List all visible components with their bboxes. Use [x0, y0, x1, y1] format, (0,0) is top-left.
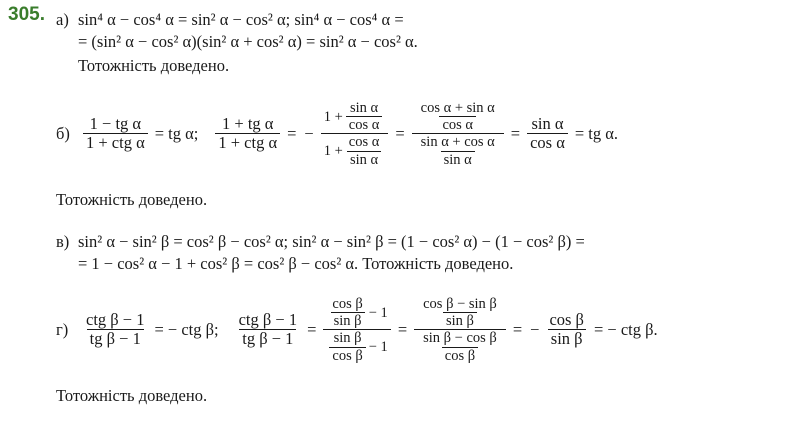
- part-b-chain: [56, 100, 796, 168]
- part-d-eq-2: =: [307, 319, 317, 339]
- exercise-number: 305.: [8, 4, 45, 25]
- part-d-f3-num-suffix: − 1: [368, 304, 388, 321]
- part-b-conclusion-row: [56, 190, 796, 210]
- part-d-f3-num-inner-fraction: [329, 296, 365, 329]
- part-d-eq-5: = − ctg β.: [593, 319, 658, 339]
- part-b-f4-num-inner-num: cos α + sin α: [420, 100, 495, 116]
- part-b-fraction-4: [412, 100, 504, 168]
- part-b-minus-sign: −: [304, 123, 314, 143]
- part-d-f5-denominator: sin β: [548, 329, 586, 348]
- part-d-f1-numerator: ctg β − 1: [86, 309, 145, 329]
- gap-1: [56, 78, 796, 100]
- part-b-f3-num-inner-fraction: [346, 100, 383, 133]
- part-b-f4-numerator: [412, 100, 504, 133]
- part-b-f3-num-prefix: 1 +: [323, 108, 343, 125]
- part-d-eq-1: = − ctg β;: [154, 319, 219, 339]
- part-b-eq-3: =: [395, 123, 405, 143]
- part-b-f5-numerator: sin α: [531, 114, 564, 133]
- part-d-eq-4: =: [512, 319, 523, 339]
- part-d-f4-den-inner-fraction: [420, 330, 500, 363]
- part-b-f3-num-inner-num: sin α: [349, 100, 379, 116]
- part-b-f4-den-inner-den: sin α: [441, 151, 475, 168]
- part-b-f3-den-inner-num: cos α: [348, 134, 380, 151]
- part-b-f2-denominator: 1 + ctg α: [215, 133, 280, 152]
- part-d-f2-numerator: ctg β − 1: [238, 309, 298, 329]
- part-d-f3-num-inner-num: cos β: [332, 295, 363, 312]
- part-a-expression-2: = (sin² α − cos² α)(sin² α + cos² α) = sin² α − cos² α.: [78, 32, 418, 51]
- part-d-f3-den-suffix: − 1: [368, 339, 388, 356]
- part-a-conclusion-row: [56, 56, 796, 76]
- part-a-conclusion: Тотожність доведено.: [78, 56, 230, 75]
- part-b-f1-numerator: 1 − tg α: [89, 114, 142, 133]
- part-a-line-1: [56, 10, 796, 30]
- part-d-f3-den-inner-fraction: [329, 330, 365, 363]
- part-b-fraction-5: [527, 115, 568, 153]
- part-d-f3-den-inner-num: sin β: [333, 330, 362, 347]
- part-d-fraction-5: [546, 311, 587, 349]
- part-b-f3-den-inner-den: sin α: [347, 151, 381, 168]
- part-d-conclusion: Тотожність доведено.: [56, 385, 208, 405]
- part-d-f4-den-inner-num: sin β − cos β: [423, 330, 497, 347]
- part-b-eq-1: = tg α;: [154, 123, 199, 143]
- part-b-f1-denominator: 1 + ctg α: [83, 133, 148, 152]
- part-b-f4-den-inner-num: sin α + cos α: [420, 134, 495, 151]
- gap-3: [56, 276, 796, 296]
- part-b-f4-denominator: [412, 133, 504, 167]
- part-c-line-1: [56, 232, 796, 252]
- part-b-eq-4: =: [510, 123, 521, 143]
- part-a-line-2: [56, 32, 796, 52]
- part-d-f4-den-inner-den: cos β: [442, 347, 478, 364]
- part-d-f3-den-inner-den: cos β: [329, 347, 365, 364]
- part-d-chain: [56, 296, 796, 364]
- part-d-f4-num-inner-fraction: [420, 296, 500, 329]
- part-c-line-2: [56, 254, 796, 274]
- part-d-f3-denominator: [323, 329, 390, 363]
- part-d-f4-denominator: [414, 329, 506, 363]
- part-b-eq-5: = tg α.: [574, 123, 619, 143]
- part-b-letter: б): [56, 123, 70, 143]
- part-d-f4-numerator: [414, 296, 506, 329]
- part-b-f3-den-inner-fraction: [346, 134, 383, 167]
- part-d-f3-numerator: [323, 296, 390, 329]
- part-b-f4-num-inner-fraction: [418, 100, 498, 133]
- part-b-f3-denominator: [321, 133, 389, 167]
- part-d-fraction-4: [414, 296, 506, 364]
- part-d-f2-denominator: tg β − 1: [239, 329, 296, 348]
- part-d-letter: г): [56, 319, 69, 339]
- part-b-f3-numerator: [321, 100, 389, 133]
- part-b-fraction-1: [83, 115, 148, 153]
- part-b-fraction-3: [321, 100, 389, 168]
- part-b-f4-num-inner-den: cos α: [439, 116, 476, 133]
- part-d-eq-3: =: [397, 319, 408, 339]
- part-c-expression-1: sin² α − sin² β = cos² β − cos² α; sin² α − sin² β = (1 − cos² α) − (1 − cos² β) =: [78, 231, 585, 251]
- part-a-letter: а): [56, 10, 69, 29]
- part-d-fraction-2: [236, 311, 300, 349]
- solution-body: [56, 10, 796, 408]
- part-b-eq-2: =: [287, 123, 297, 143]
- part-b-fraction-2: [215, 115, 280, 153]
- part-a-expression-1: sin⁴ α − cos⁴ α = sin² α − cos² α; sin⁴ α − cos⁴ α =: [78, 10, 404, 29]
- part-b-f3-den-prefix: 1 +: [323, 143, 343, 160]
- part-d-f1-denominator: tg β − 1: [87, 329, 144, 348]
- part-c-expression-2: = 1 − cos² α − 1 + cos² β = cos² β − cos² α. Тотожність доведено.: [78, 253, 514, 273]
- part-d-f3-num-inner-den: sin β: [331, 312, 365, 329]
- part-d-conclusion-row: [56, 386, 796, 406]
- part-d-fraction-3: [323, 296, 390, 364]
- part-c-letter: в): [56, 231, 70, 251]
- part-b-conclusion: Тотожність доведено.: [56, 189, 208, 209]
- part-d-minus-sign: −: [530, 319, 540, 339]
- part-b-f4-den-inner-fraction: [418, 134, 498, 167]
- part-d-f5-numerator: cos β: [549, 309, 584, 329]
- gap-2: [56, 212, 796, 232]
- part-d-f4-num-inner-num: cos β − sin β: [423, 295, 497, 312]
- part-d-fraction-1: [83, 311, 147, 349]
- part-d-f4-num-inner-den: sin β: [443, 312, 477, 329]
- part-b-f2-numerator: 1 + tg α: [222, 114, 274, 133]
- part-b-f5-denominator: cos α: [527, 133, 568, 152]
- part-b-f3-num-inner-den: cos α: [346, 116, 383, 133]
